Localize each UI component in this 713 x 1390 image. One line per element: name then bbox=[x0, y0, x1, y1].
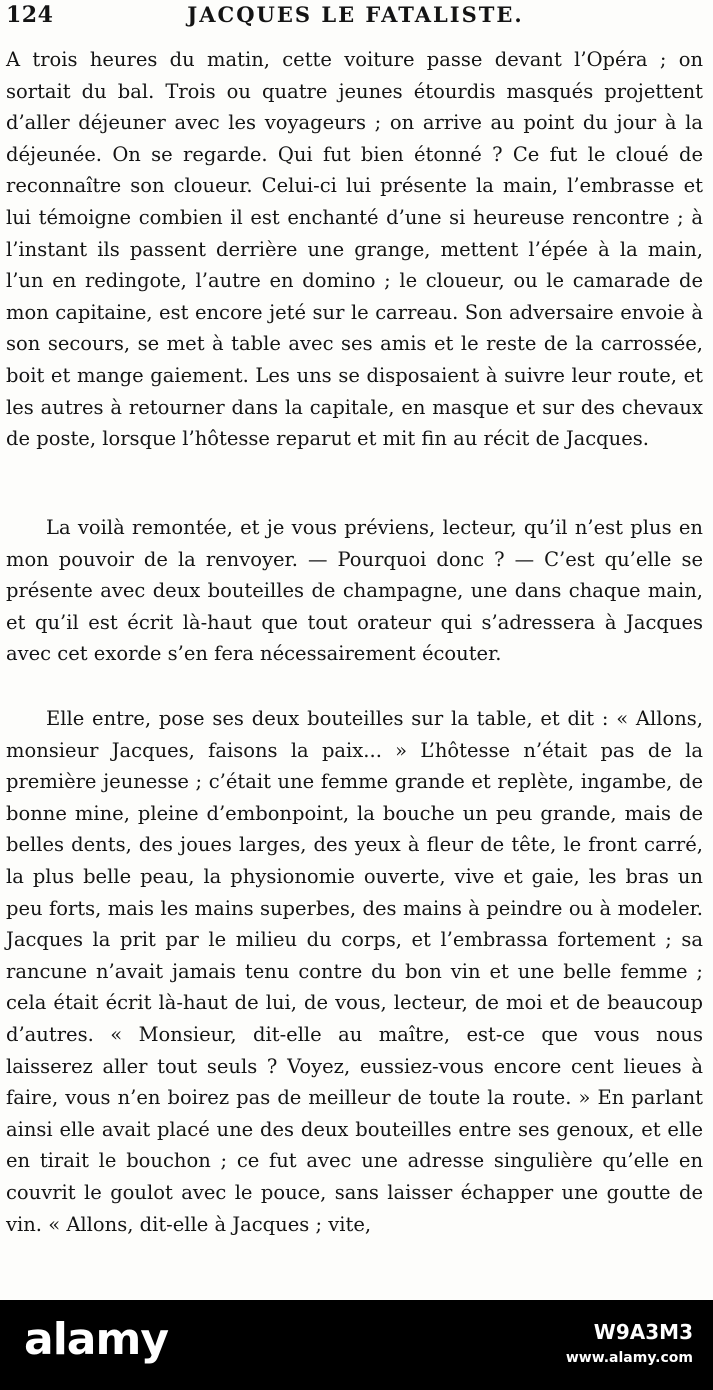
running-title: JACQUES LE FATALISTE. bbox=[187, 2, 524, 27]
logo-text: alamy bbox=[24, 1314, 168, 1365]
paragraph-text: A trois heures du matin, cette voiture passe devant l’Opéra ; on sortait du bal. Trois ou quatre jeunes étourdis masqués projettent d’aller déjeuner avec les voyageurs ; on arrive au point du jour à la déjeunée. On se regarde. Qui fut bien étonné ? Ce fut le cloué de reconnaître son cloueur. Celui-ci lui présente la main, l’embrasse et lui témoigne combien il est enchanté d’une si heureuse rencontre ; à l’instant ils passent derrière une grange, mettent l’épée à la main, l’un en redingote, l’autre en domino ; le cloueur, ou le camarade de mon capitaine, est encore jeté sur le carreau. Son adversaire envoie à son secours, se met à table avec ses amis et le reste de la carrossée, boit et mange gaiement. Les uns se disposaient à suivre leur route, et les autres à retourner dans la capitale, en masque et sur des chevaux de poste, lorsque l’hôtesse reparut et mit fin au récit de Jacques. bbox=[6, 48, 703, 451]
paragraph-3 bbox=[6, 703, 703, 1240]
page-number: 124 bbox=[6, 2, 54, 28]
alamy-logo bbox=[24, 1314, 168, 1365]
paragraph-text: La voilà remontée, et je vous préviens, lecteur, qu’il n’est plus en mon pouvoir de la renvoyer. — Pourquoi donc ? — C’est qu’elle se présente avec deux bouteilles de champagne, une dans chaque main, et qu’il est écrit là-haut que tout orateur qui s’adressera à Jacques avec cet exorde s’en fera nécessairement écouter. bbox=[6, 516, 703, 666]
footer-url: www.alamy.com bbox=[565, 1350, 693, 1366]
watermark-footer bbox=[0, 1300, 713, 1390]
paragraph-1 bbox=[6, 44, 703, 455]
paragraph-text: Elle entre, pose ses deux bouteilles sur la table, et dit : « Allons, monsieur Jacques, faisons la paix... » L’hôtesse n’était pas de la première jeunesse ; c’était une femme grande et replète, ingambe, de bonne mine, pleine d’embonpoint, la bouche un peu grande, mais de belles dents, des joues larges, des yeux à fleur de tête, le front carré, la plus belle peau, la physionomie ouverte, vive et gaie, les bras un peu forts, mais les mains superbes, des mains à peindre ou à modeler. Jacques la prit par le milieu du corps, et l’embrassa fortement ; sa rancune n’avait jamais tenu contre du bon vin et une belle femme ; cela était écrit là-haut de lui, de vous, lecteur, de moi et de beaucoup d’autres. « Monsieur, dit-elle au maître, est-ce que vous nous laisserez aller tout seuls ? Voyez, eussiez-vous encore cent lieues à faire, vous n’en boirez pas de meilleur de toute la route. » En parlant ainsi elle avait placé une des deux bouteilles entre ses genoux, et elle en tirait le bouchon ; ce fut avec une adresse singulière qu’elle en couvrit le goulot avec le pouce, sans laisser échapper une goutte de vin. « Allons, dit-elle à Jacques ; vite, bbox=[6, 707, 703, 1236]
page-header bbox=[6, 2, 705, 32]
image-id: W9A3M3 bbox=[593, 1320, 693, 1344]
paragraph-2 bbox=[6, 512, 703, 670]
